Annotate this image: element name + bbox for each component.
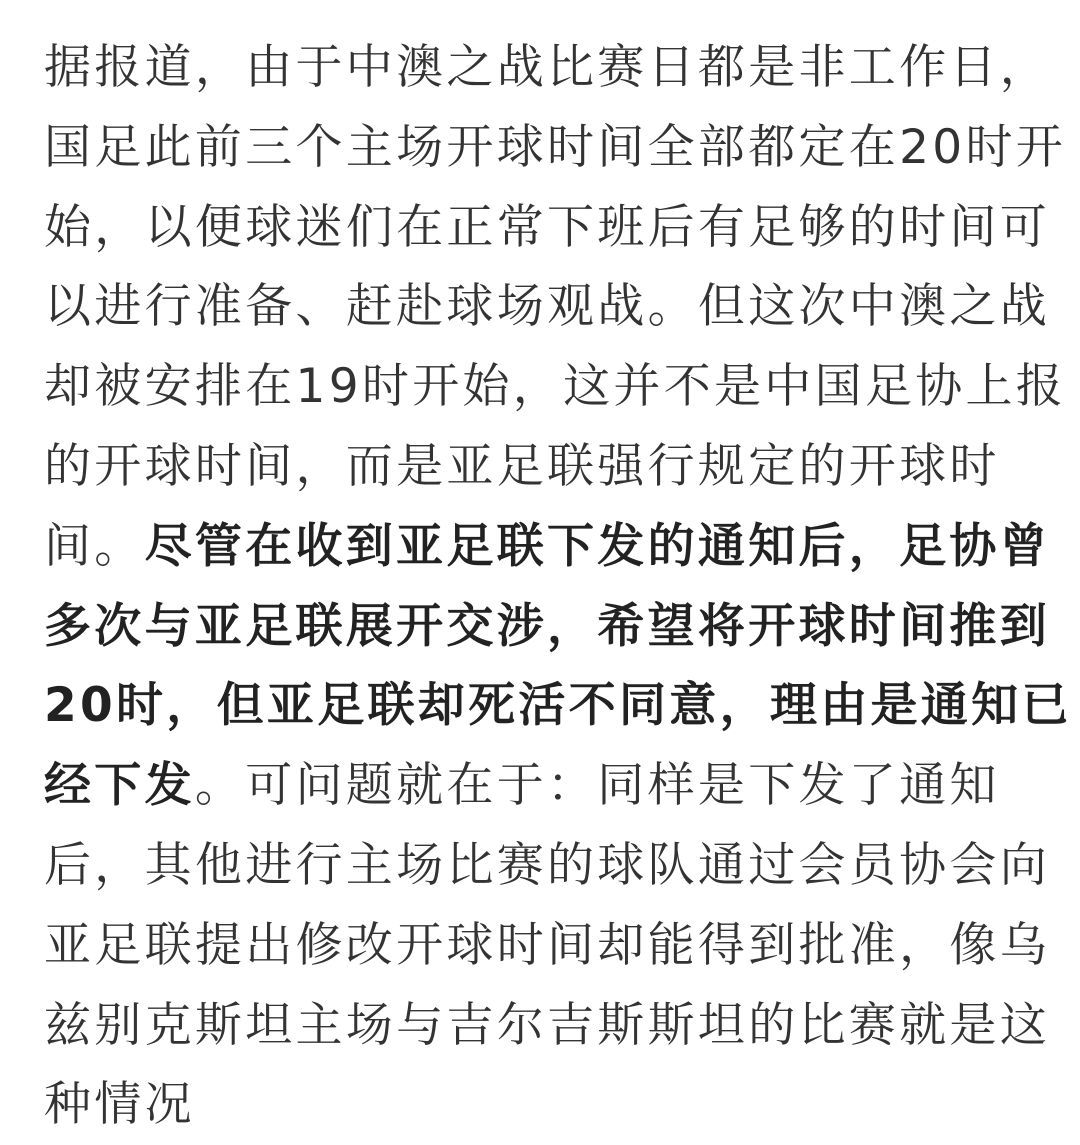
bold-text-segment: 多次与亚足联展开交涉，希望将开球时间推到 <box>44 598 1050 654</box>
article-body <box>44 28 1072 1145</box>
text-segment: 始，以便球迷们在正常下班后有足够的时间可 <box>44 199 1050 255</box>
text-line <box>44 507 1051 587</box>
text-line <box>44 108 1067 188</box>
text-line <box>44 906 1050 986</box>
text-line <box>44 267 1050 347</box>
text-line <box>44 986 1050 1066</box>
text-segment: 间。 <box>44 518 145 574</box>
bold-text-segment: 20时，但亚足联却死活不同意，理由是通知已 <box>44 678 1072 734</box>
bold-text-segment: 经下发 <box>44 758 195 814</box>
text-line <box>44 587 1050 667</box>
text-segment: 的开球时间，而是亚足联强行规定的开球时 <box>44 438 1000 494</box>
text-line <box>44 826 1050 906</box>
text-line <box>44 188 1050 268</box>
text-segment: 却被安排在19时开始，这并不是中国足协上报 <box>44 359 1067 415</box>
text-line <box>44 347 1067 427</box>
bold-text-segment: 尽管在收到亚足联下发的通知后，足协曾 <box>144 518 1051 574</box>
text-segment: 兹别克斯坦主场与吉尔吉斯斯坦的比赛就是这 <box>44 997 1050 1053</box>
text-line <box>44 1065 1044 1145</box>
text-line <box>44 746 1044 826</box>
text-segment: 据报道，由于中澳之战比赛日都是非工作日， <box>44 40 1050 95</box>
text-segment: 种情况 <box>44 1077 195 1133</box>
text-segment: 以进行准备、赶赴球场观战。但这次中澳之战 <box>44 279 1050 335</box>
text-segment: 后，其他进行主场比赛的球队通过会员协会向 <box>44 837 1050 893</box>
text-segment: 亚足联提出修改开球时间却能得到批准，像乌 <box>44 917 1050 973</box>
text-line <box>44 666 1072 746</box>
text-segment: 。可问题就在于：同样是下发了通知 <box>194 758 1000 814</box>
text-line <box>44 28 1050 108</box>
text-line <box>44 427 1044 507</box>
text-segment: 国足此前三个主场开球时间全部都定在20时开 <box>44 119 1067 175</box>
